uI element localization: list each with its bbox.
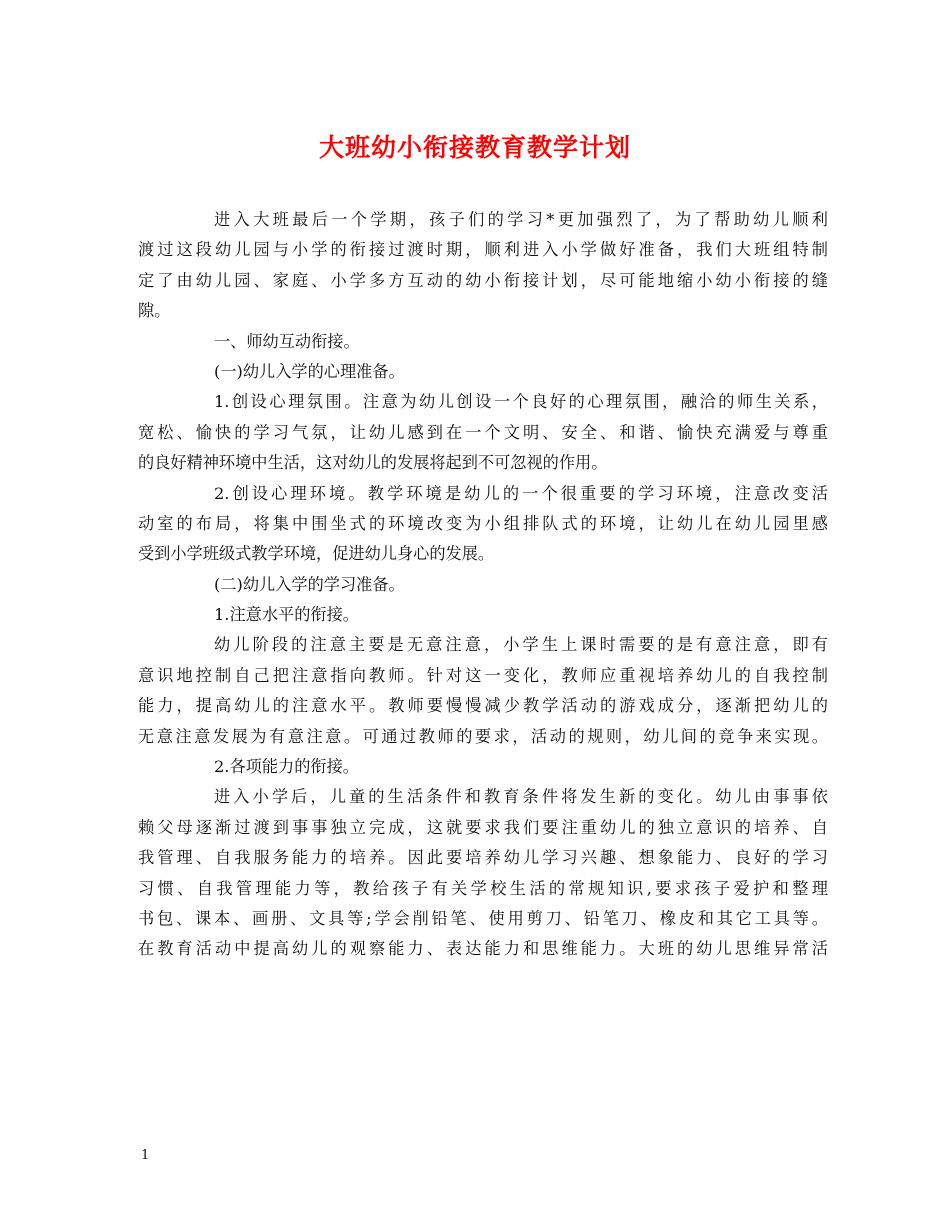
text-line: 我管理、自我服务能力的培养。因此要培养幼儿学习兴趣、想象能力、良好的学习 <box>138 848 828 868</box>
text-line: (二)幼儿入学的学习准备。 <box>214 574 405 594</box>
text-line: 隙。 <box>138 301 171 321</box>
text-line: 2.各项能力的衔接。 <box>214 757 359 777</box>
text-line: 无意注意发展为有意注意。可通过教师的要求，活动的规则，幼儿间的竞争来实现。 <box>138 726 828 746</box>
text-line: 书包、课本、画册、文具等;学会削铅笔、使用剪刀、铅笔刀、橡皮和其它工具等。 <box>138 908 828 928</box>
text-line: 进入小学后，儿童的生活条件和教育条件将发生新的变化。幼儿由事事依 <box>214 787 828 807</box>
text-line: 意识地控制自己把注意指向教师。针对这一变化，教师应重视培养幼儿的自我控制 <box>138 665 828 685</box>
text-line: 赖父母逐渐过渡到事事独立完成，这就要求我们要注重幼儿的独立意识的培养、自 <box>138 817 828 837</box>
text-line: 一、师幼互动衔接。 <box>214 331 360 351</box>
text-line: 1.创设心理氛围。注意为幼儿创设一个良好的心理氛围，融洽的师生关系， <box>214 392 828 412</box>
text-line: 在教育活动中提高幼儿的观察能力、表达能力和思维能力。大班的幼儿思维异常活 <box>138 939 828 959</box>
document-title: 大班幼小衔接教育教学计划 <box>318 133 631 162</box>
text-line: 受到小学班级式教学环境，促进幼儿身心的发展。 <box>138 544 495 564</box>
text-line: 1.注意水平的衔接。 <box>214 605 359 625</box>
document-body <box>138 205 828 965</box>
text-line: 能力，提高幼儿的注意水平。教师要慢慢减少教学活动的游戏成分，逐渐把幼儿的 <box>138 696 828 716</box>
page-number: 1 <box>141 1148 150 1163</box>
text-line: 习惯、自我管理能力等，教给孩子有关学校生活的常规知识,要求孩子爱护和整理 <box>138 878 828 898</box>
text-line: 渡过这段幼儿园与小学的衔接过渡时期，顺利进入小学做好准备，我们大班组特制 <box>138 240 828 260</box>
text-line: 的良好精神环境中生活，这对幼儿的发展将起到不可忽视的作用。 <box>138 453 608 473</box>
text-line: 2.创设心理环境。教学环境是幼儿的一个很重要的学习环境，注意改变活 <box>214 483 828 503</box>
text-line: 定了由幼儿园、家庭、小学多方互动的幼小衔接计划，尽可能地缩小幼小衔接的缝 <box>138 270 828 290</box>
text-line: 进入大班最后一个学期，孩子们的学习*更加强烈了，为了帮助幼儿顺利 <box>214 210 828 229</box>
text-line: (一)幼儿入学的心理准备。 <box>214 361 405 381</box>
text-line: 动室的布局，将集中围坐式的环境改变为小组排队式的环境，让幼儿在幼儿园里感 <box>138 513 828 533</box>
text-line: 幼儿阶段的注意主要是无意注意，小学生上课时需要的是有意注意，即有 <box>214 635 828 655</box>
text-line: 宽松、愉快的学习气氛，让幼儿感到在一个文明、安全、和谐、愉快充满爱与尊重 <box>138 422 828 442</box>
